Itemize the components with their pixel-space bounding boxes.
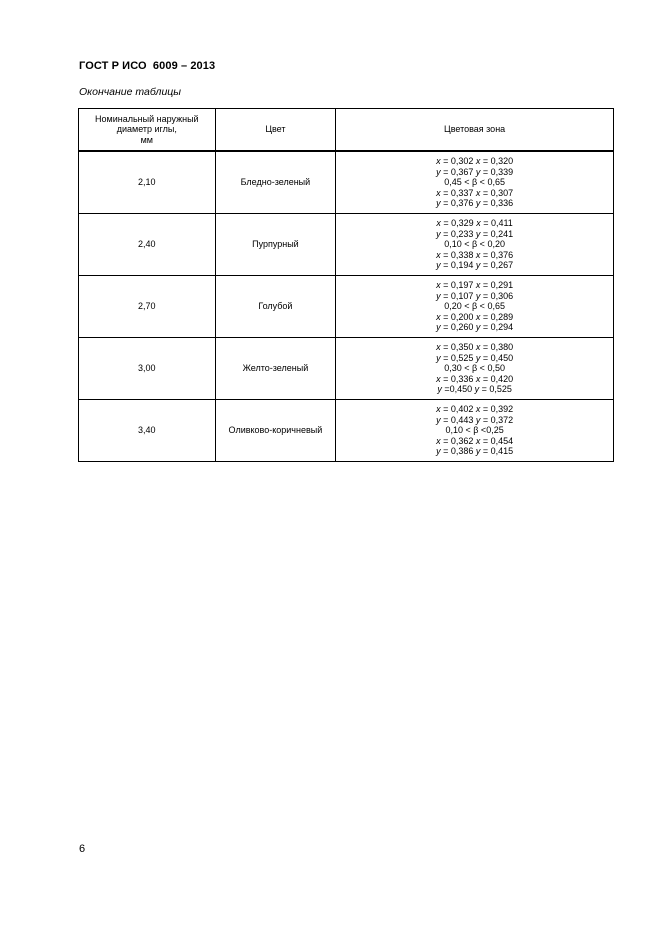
zone-variable: y — [436, 446, 441, 457]
zone-line — [336, 188, 613, 199]
zone-cell — [336, 151, 614, 214]
zone-value: = 0,197 — [440, 280, 476, 291]
zone-value: = 0,376 — [440, 198, 476, 209]
page-number: 6 — [79, 843, 86, 855]
zone-value: = 0,525 — [440, 352, 476, 363]
color-cell: Желто-зеленый — [215, 338, 336, 400]
header-color: Цвет — [215, 109, 336, 152]
zone-variable: y — [475, 260, 481, 271]
zone-value: = 0,241 — [480, 228, 514, 239]
zone-value: = 0,291 — [480, 280, 514, 291]
zone-variable: y — [437, 384, 442, 395]
zone-value: = 0,372 — [480, 414, 514, 425]
zone-value: = 0,337 — [440, 187, 476, 198]
table-row — [79, 338, 614, 400]
header-zone: Цветовая зона — [336, 109, 614, 152]
zone-value: = 0,411 — [480, 218, 513, 229]
zone-variable: y — [475, 414, 481, 425]
zone-value: = 0,367 — [440, 166, 476, 177]
zone-variable: y — [475, 290, 481, 301]
zone-value: = 0,525 — [479, 384, 512, 395]
zone-variable: y — [475, 352, 481, 363]
zone-value: = 0,260 — [440, 322, 476, 333]
zone-variable: x — [475, 187, 481, 198]
zone-variable: y — [475, 228, 481, 239]
zone-value: = 0,450 — [480, 352, 514, 363]
zone-line — [336, 198, 613, 209]
zone-cell — [336, 400, 614, 462]
zone-line — [336, 342, 613, 353]
zone-line — [336, 301, 613, 312]
zone-line — [336, 436, 613, 447]
color-cell: Пурпурный — [215, 214, 336, 276]
zone-line — [336, 260, 613, 271]
zone-line — [336, 167, 613, 178]
table-body — [79, 151, 614, 462]
zone-line — [336, 425, 613, 436]
zone-variable: y — [475, 322, 481, 333]
zone-line — [336, 353, 613, 364]
color-cell: Голубой — [215, 276, 336, 338]
zone-variable: x — [436, 249, 441, 260]
zone-variable: x — [436, 156, 441, 167]
zone-value: = 0,338 — [440, 249, 476, 260]
zone-line — [336, 156, 613, 167]
header-diameter-line: мм — [140, 134, 153, 145]
zone-value: = 0,107 — [440, 290, 476, 301]
zone-cell — [336, 338, 614, 400]
header-diameter-line: диаметр иглы, — [116, 124, 177, 135]
zone-cell — [336, 214, 614, 276]
diameter-cell: 3,40 — [79, 400, 216, 462]
zone-variable: y — [436, 414, 441, 425]
zone-variable: y — [436, 352, 441, 363]
table-caption: Окончание таблицы — [79, 86, 182, 98]
zone-value: = 0,420 — [480, 373, 514, 384]
zone-value: = 0,267 — [480, 260, 514, 271]
diameter-cell: 2,40 — [79, 214, 216, 276]
zone-variable: y — [475, 446, 481, 457]
zone-line — [336, 384, 613, 395]
zone-line — [336, 312, 613, 323]
table-row — [79, 276, 614, 338]
zone-value: = 0,302 — [440, 156, 476, 167]
zone-variable: y — [436, 290, 441, 301]
zone-variable: x — [436, 280, 441, 291]
zone-value: = 0,350 — [440, 342, 476, 353]
zone-line — [336, 404, 613, 415]
zone-line — [336, 322, 613, 333]
color-cell: Оливково-коричневый — [215, 400, 336, 462]
zone-value: = 0,329 — [440, 218, 477, 229]
zone-value: =0,450 — [441, 384, 475, 395]
table-row — [79, 400, 614, 462]
zone-value: = 0,294 — [480, 322, 514, 333]
zone-variable: x — [436, 435, 441, 446]
zone-variable: x — [475, 342, 481, 353]
zone-variable: y — [436, 228, 441, 239]
zone-variable: y — [436, 198, 441, 209]
zone-variable: x — [436, 218, 441, 229]
zone-cell — [336, 276, 614, 338]
zone-line — [336, 250, 613, 261]
zone-variable: x — [436, 404, 441, 415]
header-diameter — [79, 109, 216, 152]
diameter-cell: 3,00 — [79, 338, 216, 400]
zone-value: = 0,454 — [480, 435, 514, 446]
zone-value: = 0,336 — [440, 373, 476, 384]
zone-value: = 0,320 — [480, 156, 514, 167]
zone-variable: x — [436, 311, 441, 322]
table-row — [79, 151, 614, 214]
zone-variable: y — [475, 166, 481, 177]
zone-variable: x — [475, 249, 481, 260]
zone-value: = 0,194 — [440, 260, 476, 271]
zone-variable: x — [475, 373, 481, 384]
zone-variable: x — [475, 404, 481, 415]
zone-value: = 0,386 — [440, 446, 476, 457]
zone-variable: x — [475, 311, 481, 322]
zone-variable: x — [476, 218, 481, 229]
zone-value: = 0,336 — [480, 198, 514, 209]
zone-value: = 0,392 — [480, 404, 514, 415]
color-cell: Бледно-зеленый — [215, 151, 336, 214]
zone-variable: x — [475, 280, 481, 291]
zone-line — [336, 363, 613, 374]
zone-variable: x — [475, 435, 481, 446]
table-row — [79, 214, 614, 276]
zone-line — [336, 415, 613, 426]
zone-variable: y — [474, 384, 480, 395]
zone-line — [336, 291, 613, 302]
table-header-row — [79, 109, 614, 152]
zone-value: = 0,443 — [440, 414, 476, 425]
zone-value: = 0,362 — [440, 435, 476, 446]
zone-value: = 0,307 — [480, 187, 514, 198]
zone-value: = 0,233 — [440, 228, 476, 239]
zone-value: = 0,339 — [480, 166, 514, 177]
header-diameter-line: Номинальный наружный — [95, 113, 199, 124]
zone-variable: x — [475, 156, 481, 167]
zone-value: = 0,380 — [480, 342, 514, 353]
zone-value: 0,10 < β < 0,20 — [444, 239, 505, 250]
zone-value: = 0,200 — [440, 311, 476, 322]
zone-variable: x — [436, 342, 441, 353]
zone-variable: y — [475, 198, 481, 209]
zone-line — [336, 218, 613, 229]
diameter-cell: 2,10 — [79, 151, 216, 214]
zone-line — [336, 239, 613, 250]
zone-value: = 0,306 — [480, 290, 514, 301]
zone-value: = 0,415 — [480, 446, 514, 457]
zone-line — [336, 177, 613, 188]
zone-line — [336, 446, 613, 457]
zone-value: 0,20 < β < 0,65 — [444, 301, 505, 312]
zone-value: 0,10 < β <0,25 — [445, 425, 504, 436]
zone-line — [336, 229, 613, 240]
zone-variable: y — [436, 322, 441, 333]
zone-variable: y — [436, 166, 441, 177]
document-title: ГОСТ Р ИСО 6009 – 2013 — [79, 60, 216, 72]
diameter-cell: 2,70 — [79, 276, 216, 338]
zone-value: 0,45 < β < 0,65 — [444, 177, 505, 188]
zone-variable: x — [436, 373, 441, 384]
zone-value: = 0,376 — [480, 249, 514, 260]
zone-value: 0,30 < β < 0,50 — [444, 363, 505, 374]
zone-variable: y — [436, 260, 441, 271]
zone-variable: x — [436, 187, 441, 198]
zone-value: = 0,289 — [480, 311, 514, 322]
color-zone-table — [78, 108, 614, 462]
zone-line — [336, 374, 613, 385]
zone-line — [336, 280, 613, 291]
zone-value: = 0,402 — [440, 404, 476, 415]
